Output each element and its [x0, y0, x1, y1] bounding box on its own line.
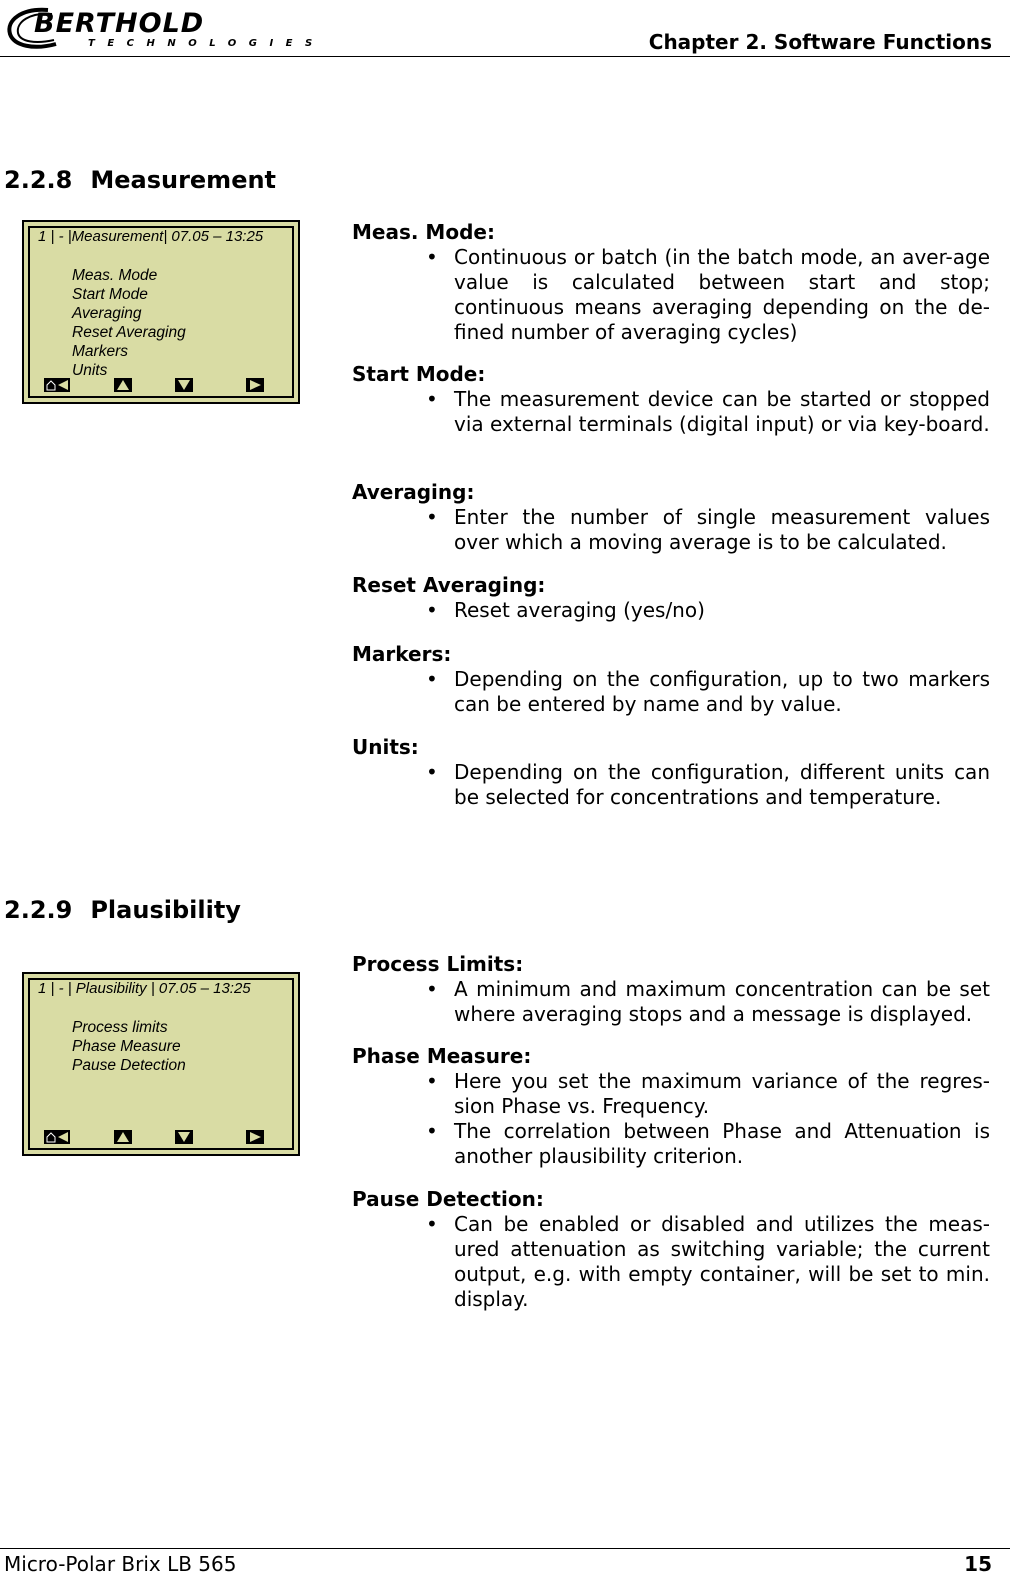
bullet-item: • Enter the number of single measurement values over which a moving average is to be calculated. [426, 505, 990, 554]
lcd-menu [72, 266, 186, 380]
bullet-icon: • [426, 387, 438, 411]
bullet-item: • Depending on the configuration, up to two markers can be entered by name and by value. [426, 667, 990, 716]
lcd-display [28, 978, 294, 1150]
lcd-menu-item[interactable]: Averaging [72, 305, 142, 322]
section-number: 2.2.8 [4, 166, 73, 194]
section-number: 2.2.9 [4, 896, 73, 924]
entry-pause-detection [352, 1187, 990, 1312]
entry-label: Averaging: [352, 480, 475, 504]
entry-label: Meas. Mode: [352, 220, 495, 244]
down-arrow-icon[interactable] [175, 1130, 193, 1144]
lcd-display [28, 226, 294, 398]
bullet-icon: • [426, 1069, 438, 1093]
right-arrow-icon[interactable] [246, 378, 264, 392]
bullet-icon: • [426, 598, 438, 622]
lcd-status-line: 1 | - |Measurement| 07.05 – 13:25 [38, 228, 264, 245]
entry-label: Units: [352, 735, 419, 759]
bullet-item: • Can be enabled or disabled and utilizes the meas-ured attenuation as switching variable; the current output, e.g. with empty container, will be set to min. display. [426, 1212, 990, 1311]
lcd-menu-item[interactable]: Phase Measure [72, 1038, 181, 1055]
lcd-screen-measurement [22, 220, 300, 404]
bullet-icon: • [426, 667, 438, 691]
entry-label: Process Limits: [352, 952, 524, 976]
bullet-icon: • [426, 1212, 438, 1236]
entry-label: Start Mode: [352, 362, 486, 386]
logo-wordmark: BERTHOLD [34, 8, 205, 39]
up-arrow-icon[interactable] [114, 378, 132, 392]
footer-rule [0, 1548, 1010, 1549]
entry-label: Markers: [352, 642, 452, 666]
entry-meas-mode [352, 220, 990, 345]
bullet-item: • Depending on the configuration, different units can be selected for concentrations and temperature. [426, 760, 990, 809]
lcd-menu-item[interactable]: Meas. Mode [72, 267, 158, 284]
section-title: Plausibility [90, 896, 241, 924]
entry-units [352, 735, 990, 810]
page-header [0, 0, 1010, 58]
bullet-icon: • [426, 245, 438, 269]
lcd-menu-item[interactable]: Reset Averaging [72, 324, 186, 341]
entry-phase-measure [352, 1044, 990, 1169]
lcd-menu-item[interactable]: Units [72, 362, 108, 379]
lcd-screen-plausibility [22, 972, 300, 1156]
bullet-item: • The measurement device can be started or stopped via external terminals (digital input) or via key-board. [426, 387, 990, 436]
footer-product: Micro-Polar Brix LB 565 [4, 1552, 237, 1576]
up-arrow-icon[interactable] [114, 1130, 132, 1144]
page-number: 15 [964, 1552, 992, 1576]
entry-process-limits [352, 952, 990, 1027]
entry-label: Pause Detection: [352, 1187, 544, 1211]
bullet-item: • Reset averaging (yes/no) [426, 598, 705, 622]
bullet-icon: • [426, 977, 438, 1001]
entry-label: Phase Measure: [352, 1044, 532, 1068]
lcd-softkeys [30, 374, 292, 396]
section-heading-plausibility [4, 896, 241, 924]
logo-subtitle: TECHNOLOGIES [88, 38, 325, 49]
entry-reset-averaging [352, 573, 990, 623]
entry-averaging [352, 480, 990, 555]
bullet-icon: • [426, 1119, 438, 1143]
header-rule [0, 56, 1010, 57]
lcd-menu [72, 1018, 186, 1075]
bullet-item: • Continuous or batch (in the batch mode, an aver-age value is calculated between start and stop; continuous means averaging depending on the de-fined number of averaging cycles) [426, 245, 990, 344]
section-title: Measurement [90, 166, 277, 194]
entry-markers [352, 642, 990, 717]
section-heading-measurement [4, 166, 276, 194]
lcd-status-line: 1 | - | Plausibility | 07.05 – 13:25 [38, 980, 251, 997]
bullet-item: • Here you set the maximum variance of the regres-sion Phase vs. Frequency. [426, 1069, 990, 1118]
lcd-menu-item[interactable]: Pause Detection [72, 1057, 186, 1074]
home-back-key[interactable] [44, 1130, 70, 1144]
lcd-menu-item[interactable]: Process limits [72, 1019, 168, 1036]
berthold-logo [4, 6, 325, 54]
down-arrow-icon[interactable] [175, 378, 193, 392]
chapter-title: Chapter 2. Software Functions [648, 30, 992, 54]
bullet-icon: • [426, 760, 438, 784]
bullet-item: • The correlation between Phase and Attenuation is another plausibility criterion. [426, 1119, 990, 1168]
right-arrow-icon[interactable] [246, 1130, 264, 1144]
entry-start-mode [352, 362, 990, 437]
lcd-softkeys [30, 1126, 292, 1148]
entry-label: Reset Averaging: [352, 573, 546, 597]
bullet-icon: • [426, 505, 438, 529]
lcd-menu-item[interactable]: Markers [72, 343, 128, 360]
home-back-key[interactable] [44, 378, 70, 392]
lcd-menu-item[interactable]: Start Mode [72, 286, 148, 303]
bullet-item: • A minimum and maximum concentration can be set where averaging stops and a message is displayed. [426, 977, 990, 1026]
